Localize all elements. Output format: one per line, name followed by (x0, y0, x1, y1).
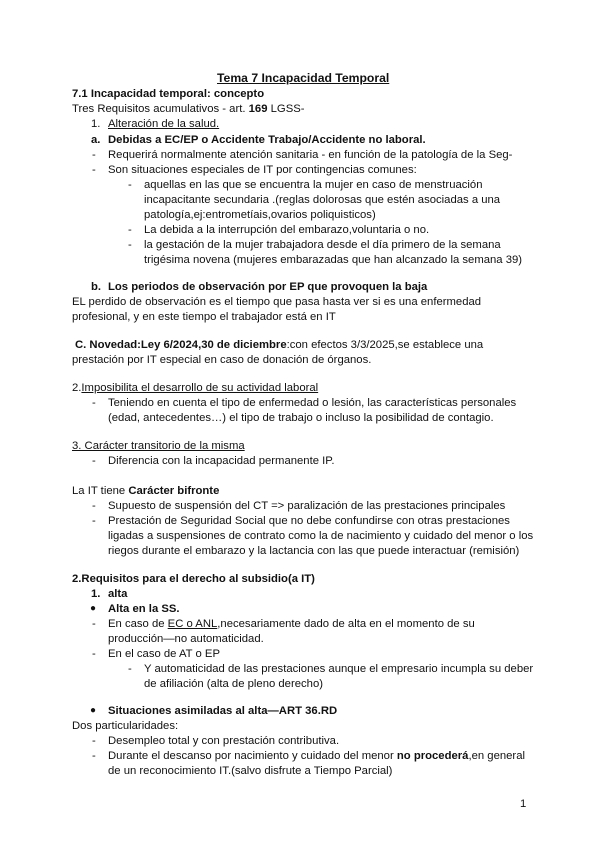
dash-bullet: - (128, 239, 132, 251)
dash-bullet: - (128, 663, 132, 675)
item-a-bullet-1: Requerirá normalmente atención sanitaria - en función de la patología de la Seg- (108, 149, 513, 161)
requirement-2-bullet-line-1: Teniendo en cuenta el tipo de enfermedad o lesión, las características personales (108, 397, 517, 409)
item-b-label: Los periodos de observación por EP que provoquen la baja (108, 281, 428, 293)
dash-bullet: - (92, 455, 96, 467)
requirement-2-bullet-line-2: (edad, antecedentes…) el tipo de trabajo o incluso la posibilidad de contagio. (108, 412, 494, 424)
sub-bullet-1-line-1: aquellas en las que se encuentra la mujer en caso de menstruación (144, 179, 483, 191)
dash-bullet: - (92, 149, 96, 161)
item-a-bullet-2: Son situaciones especiales de IT por contingencias comunes: (108, 164, 417, 176)
ec-anl-line-1: En caso de EC o ANL,necesariamente dado de alta en el momento de su (108, 618, 475, 630)
list-letter: b. (91, 281, 102, 293)
observation-line-2: profesional, y en este tiempo el trabajador está en IT (72, 311, 336, 323)
page-number: 1 (520, 798, 527, 810)
at-ep-line: En el caso de AT o EP (108, 648, 220, 660)
list-letter: a. (91, 134, 101, 146)
situaciones-asimiladas: Situaciones asimiladas al alta—ART 36.RD (108, 705, 338, 717)
dash-bullet: - (92, 750, 96, 762)
dash-bullet: - (92, 164, 96, 176)
section-heading-2: 2.Requisitos para el derecho al subsidio(a IT) (72, 573, 315, 585)
particularidad-2-line-2: de un reconocimiento IT.(salvo disfrute a Tiempo Parcial) (108, 765, 393, 777)
automaticidad-line-1: Y automaticidad de las prestaciones aunque el empresario incumpla su deber (144, 663, 534, 675)
bifronte-bullet-1: Supuesto de suspensión del CT => paralización de las prestaciones principales (108, 500, 506, 512)
dash-bullet: - (92, 618, 96, 630)
dash-bullet: - (92, 500, 96, 512)
particularidad-2-line-1: Durante el descanso por nacimiento y cuidado del menor no procederá,en general (108, 750, 525, 762)
novedad-line-1: C. Novedad:Ley 6/2024,30 de diciembre:con efectos 3/3/2025,se establece una (75, 339, 484, 351)
dash-bullet: - (128, 224, 132, 236)
requirement-3-bullet: Diferencia con la incapacidad permanente IP. (108, 455, 335, 467)
novedad-line-2: prestación por IT especial en caso de donación de órganos. (72, 354, 372, 366)
dash-bullet: - (92, 397, 96, 409)
requirement-3: 3. Carácter transitorio de la misma (72, 440, 245, 452)
alta-label: alta (108, 588, 128, 600)
sub-bullet-3-line-2: trigésima novena (mujeres embarazadas que han alcanzado la semana 39) (144, 254, 523, 266)
list-number: 1. (91, 588, 101, 600)
ec-anl-line-2: producción—no automaticidad. (108, 633, 264, 645)
bifronte-bullet-2-line-1: Prestación de Seguridad Social que no debe confundirse con otras prestaciones (108, 515, 510, 527)
dos-particularidades: Dos particularidades: (72, 720, 179, 732)
requirement-2: 2.Imposibilita el desarrollo de su actividad laboral (72, 382, 319, 394)
sub-bullet-3-line-1: la gestación de la mujer trabajadora desde el día primero de la semana (144, 239, 501, 251)
bifronte-bullet-2-line-3: riegos durante el embarazo y la lactancia con las que puede interactuar (remisión) (108, 545, 520, 557)
intro-line: Tres Requisitos acumulativos - art. 169 LGSS- (72, 103, 305, 115)
sub-bullet-2: La debida a la interrupción del embarazo,voluntaria o no. (144, 224, 430, 236)
list-number: 1. (91, 118, 101, 130)
particularidad-1: Desempleo total y con prestación contributiva. (108, 735, 340, 747)
bifronte-bullet-2-line-2: ligadas a suspensiones de contrato como la de nacimiento y cuidado del menor o los (108, 530, 534, 542)
section-heading-7-1: 7.1 Incapacidad temporal: concepto (72, 88, 265, 100)
alta-ss-label: Alta en la SS. (108, 603, 180, 615)
dash-bullet: - (92, 515, 96, 527)
sub-bullet-1-line-3: patología,ej:entrometíais,ovarios poliquisticos) (144, 209, 376, 221)
requirement-1-label: Alteración de la salud. (108, 118, 220, 130)
bullet-icon: ● (90, 705, 97, 716)
automaticidad-line-2: de afiliación (alta de pleno derecho) (144, 678, 323, 690)
dash-bullet: - (92, 735, 96, 747)
observation-line-1: EL perdido de observación es el tiempo que pasa hasta ver si es una enfermedad (72, 296, 482, 308)
item-a-label: Debidas a EC/EP o Accidente Trabajo/Accidente no laboral. (108, 134, 426, 146)
bifronte-line: La IT tiene Carácter bifronte (72, 485, 220, 497)
dash-bullet: - (92, 648, 96, 660)
bullet-icon: ● (90, 603, 97, 614)
dash-bullet: - (128, 179, 132, 191)
sub-bullet-1-line-2: incapacitante secundaria .(reglas dolorosas que estén asociadas a una (144, 194, 501, 206)
page-title: Tema 7 Incapacidad Temporal (217, 71, 390, 85)
